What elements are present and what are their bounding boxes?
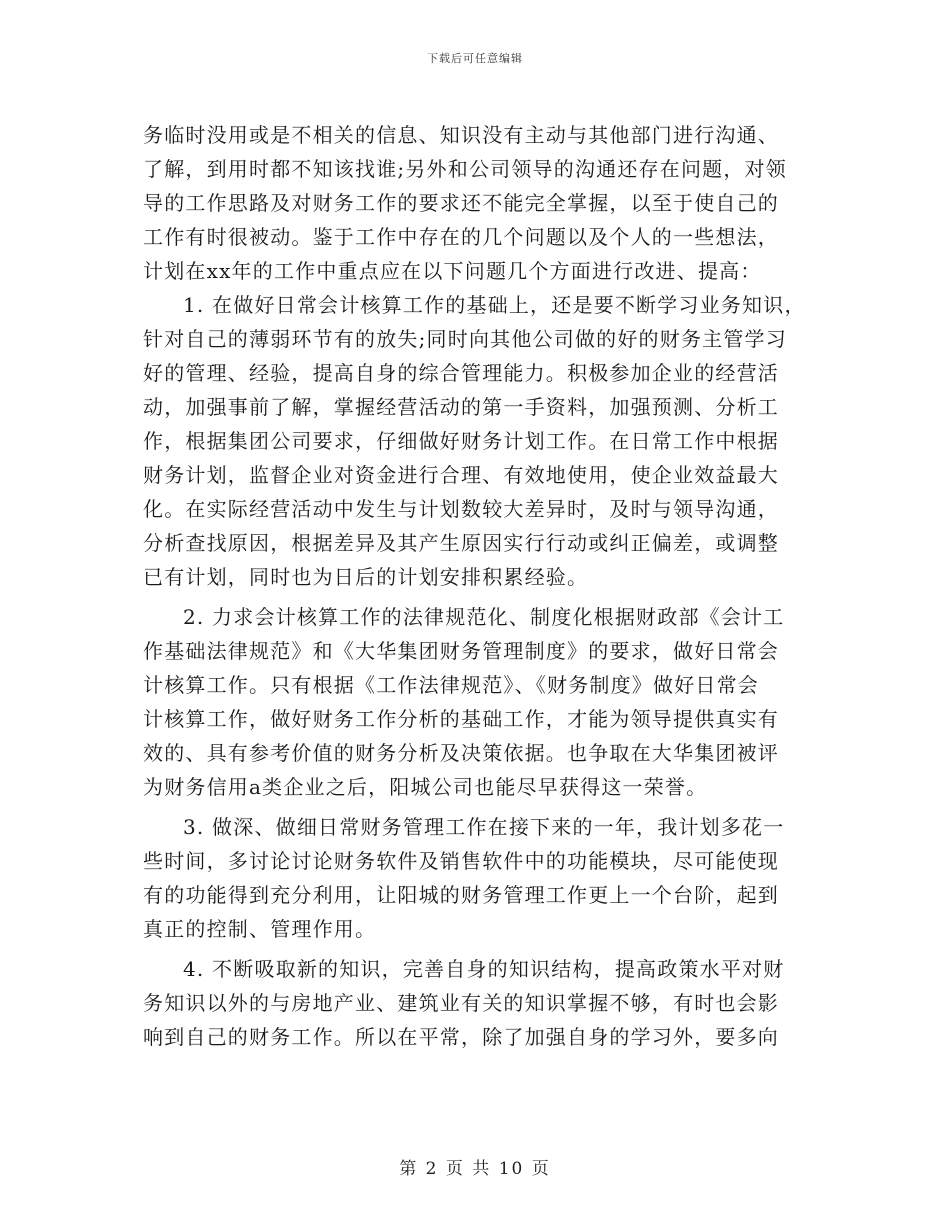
text-line: 响到自己的财务工作。所以在平常，除了加强自身的学习外，要多向 xyxy=(143,1025,779,1049)
text-line: 好的管理、经验，提高自身的综合管理能力。积极参加企业的经营活 xyxy=(143,361,779,385)
paragraph-item-4 xyxy=(143,952,833,1054)
paragraph-item-3 xyxy=(143,810,833,946)
text-line: 有的功能得到充分利用，让阳城的财务管理工作更上一个台阶，起到 xyxy=(143,883,779,907)
text-line: 了解，到用时都不知该找谁;另外和公司领导的沟通还存在问题，对领 xyxy=(143,157,787,181)
text-line: 些时间，多讨论讨论财务软件及销售软件中的功能模块，尽可能使现 xyxy=(143,849,779,873)
text-line: 作基础法律规范》和《大华集团财务管理制度》的要求，做好日常会 xyxy=(143,639,779,663)
text-line: 1. 在做好日常会计核算工作的基础上，还是要不断学习业务知识， xyxy=(183,293,806,317)
paragraph-item-1 xyxy=(143,288,833,594)
document-body xyxy=(143,118,833,1054)
text-line: 财务计划，监督企业对资金进行合理、有效地使用，使企业效益最大 xyxy=(143,463,779,487)
text-line: 3. 做深、做细日常财务管理工作在接下来的一年，我计划多花一 xyxy=(183,815,785,839)
paragraph-continuation xyxy=(143,118,833,288)
page-header-note: 下载后可任意编辑 xyxy=(427,52,523,65)
text-line: 针对自己的薄弱环节有的放失;同时向其他公司做的好的财务主管学习 xyxy=(143,327,787,351)
text-line: 导的工作思路及对财务工作的要求还不能完全掌握，以至于使自己的 xyxy=(143,191,779,215)
text-line: 为财务信用a类企业之后，阳城公司也能尽早获得这一荣誉。 xyxy=(143,775,708,799)
text-line: 作，根据集团公司要求，仔细做好财务计划工作。在日常工作中根据 xyxy=(143,429,779,453)
paragraph-item-2 xyxy=(143,600,833,804)
text-line: 化。在实际经营活动中发生与计划数较大差异时，及时与领导沟通， xyxy=(143,497,779,521)
text-line: 4. 不断吸取新的知识，完善自身的知识结构，提高政策水平对财 xyxy=(183,957,785,981)
text-line: 效的、具有参考价值的财务分析及决策依据。也争取在大华集团被评 xyxy=(143,741,779,765)
text-line: 2. 力求会计核算工作的法律规范化、制度化根据财政部《会计工 xyxy=(183,605,785,629)
text-line: 计核算工作。只有根据《工作法律规范》、《财务制度》做好日常会 xyxy=(143,673,759,697)
text-line: 动，加强事前了解，掌握经营活动的第一手资料，加强预测、分析工 xyxy=(143,395,779,419)
text-line: 工作有时很被动。鉴于工作中存在的几个问题以及个人的一些想法， xyxy=(143,225,779,249)
text-line: 务临时没用或是不相关的信息、知识没有主动与其他部门进行沟通、 xyxy=(143,123,779,147)
text-line: 计划在xx年的工作中重点应在以下问题几个方面进行改进、提高： xyxy=(143,259,762,283)
page-number-footer: 第 2 页 共 10 页 xyxy=(399,1159,551,1179)
text-line: 分析查找原因，根据差异及其产生原因实行行动或纠正偏差，或调整 xyxy=(143,531,779,555)
text-line: 已有计划，同时也为日后的计划安排积累经验。 xyxy=(143,565,589,589)
text-line: 务知识以外的与房地产业、建筑业有关的知识掌握不够，有时也会影 xyxy=(143,991,779,1015)
text-line: 计核算工作，做好财务工作分析的基础工作，才能为领导提供真实有 xyxy=(143,707,779,731)
text-line: 真正的控制、管理作用。 xyxy=(143,917,377,941)
